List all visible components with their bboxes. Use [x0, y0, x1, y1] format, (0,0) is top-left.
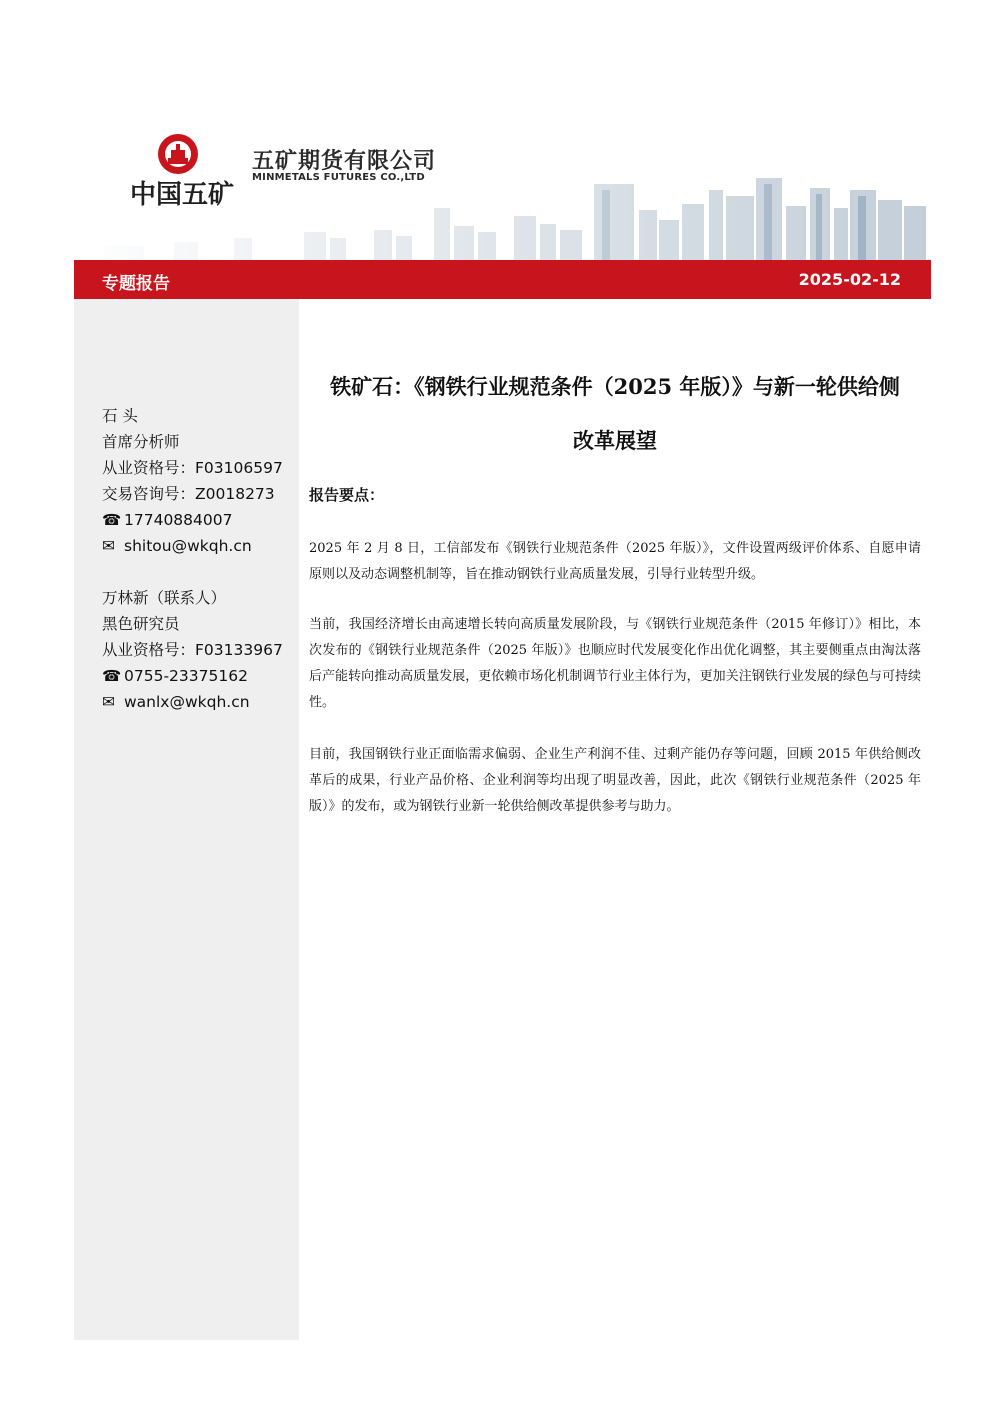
- analyst-email-row: [102, 533, 283, 559]
- report-type-banner: [74, 260, 931, 299]
- analyst-qualification: 从业资格号：F03106597: [102, 459, 283, 477]
- mail-icon: ✉: [102, 693, 115, 711]
- analyst-email[interactable]: wanlx@wkqh.cn: [124, 693, 250, 711]
- analyst-phone-row: [102, 507, 283, 533]
- company-name-en: MINMETALS FUTURES CO.,LTD: [252, 172, 425, 183]
- logo-cn-text: 中国五矿: [130, 180, 235, 210]
- analyst-role: 首席分析师: [102, 433, 180, 451]
- report-title-line-1: 铁矿石：《钢铁行业规范条件（2025 年版）》与新一轮供给侧: [330, 374, 900, 399]
- analyst-phone-row: [102, 663, 283, 689]
- report-type-label: 专题报告: [102, 274, 170, 294]
- analyst-phone: 17740884007: [124, 511, 233, 529]
- summary-paragraph: 当前，我国经济增长由高速增长转向高质量发展阶段，与《钢铁行业规范条件（2015 年修订）》相比，本次发布的《钢铁行业规范条件（2025 年版）》也顺应时代发展变化作出优化调整，其主要侧重点由淘汰落后产能转向推动高质量发展，更依赖市场化机制调节行业主体行为，更加关注钢铁行业发展的绿色与可持续性。: [309, 617, 921, 710]
- key-points-heading: 报告要点：: [309, 486, 385, 504]
- analyst-qualification: 从业资格号：F03133967: [102, 641, 283, 659]
- report-date: 2025-02-12: [798, 270, 901, 289]
- summary-paragraph: 目前，我国钢铁行业正面临需求偏弱、企业生产利润不佳、过剩产能仍存等问题，回顾 2015 年供给侧改革后的成果，行业产品价格、企业利润等均出现了明显改善，因此，此次《钢铁行业规范条件（2025 年版）》的发布，或为钢铁行业新一轮供给侧改革提供参考与助力。: [309, 747, 921, 814]
- summary-paragraph: 2025 年 2 月 8 日，工信部发布《钢铁行业规范条件（2025 年版）》，文件设置两级评价体系、自愿申请原则以及动态调整机制等，旨在推动钢铁行业高质量发展，引导行业转型升级。: [309, 541, 921, 582]
- analyst-email-row: [102, 689, 283, 715]
- analyst-phone: 0755-23375162: [124, 667, 248, 685]
- phone-icon: ☎: [102, 511, 122, 529]
- report-title: [308, 360, 922, 468]
- analyst-card: [102, 585, 283, 715]
- analyst-sidebar: [74, 299, 299, 1340]
- company-name-cn: 五矿期货有限公司: [252, 149, 437, 174]
- minmetals-emblem-icon: [156, 132, 200, 176]
- analyst-name: 石 头: [102, 407, 138, 425]
- analyst-role: 黑色研究员: [102, 615, 180, 633]
- analyst-name: 万林新（联系人）: [102, 589, 227, 607]
- mail-icon: ✉: [102, 537, 115, 555]
- phone-icon: ☎: [102, 667, 122, 685]
- analyst-email[interactable]: shitou@wkqh.cn: [124, 537, 252, 555]
- report-header: [74, 120, 931, 260]
- analyst-card: [102, 403, 283, 559]
- report-title-line-2: 改革展望: [573, 428, 657, 453]
- analyst-consult-number: 交易咨询号：Z0018273: [102, 485, 275, 503]
